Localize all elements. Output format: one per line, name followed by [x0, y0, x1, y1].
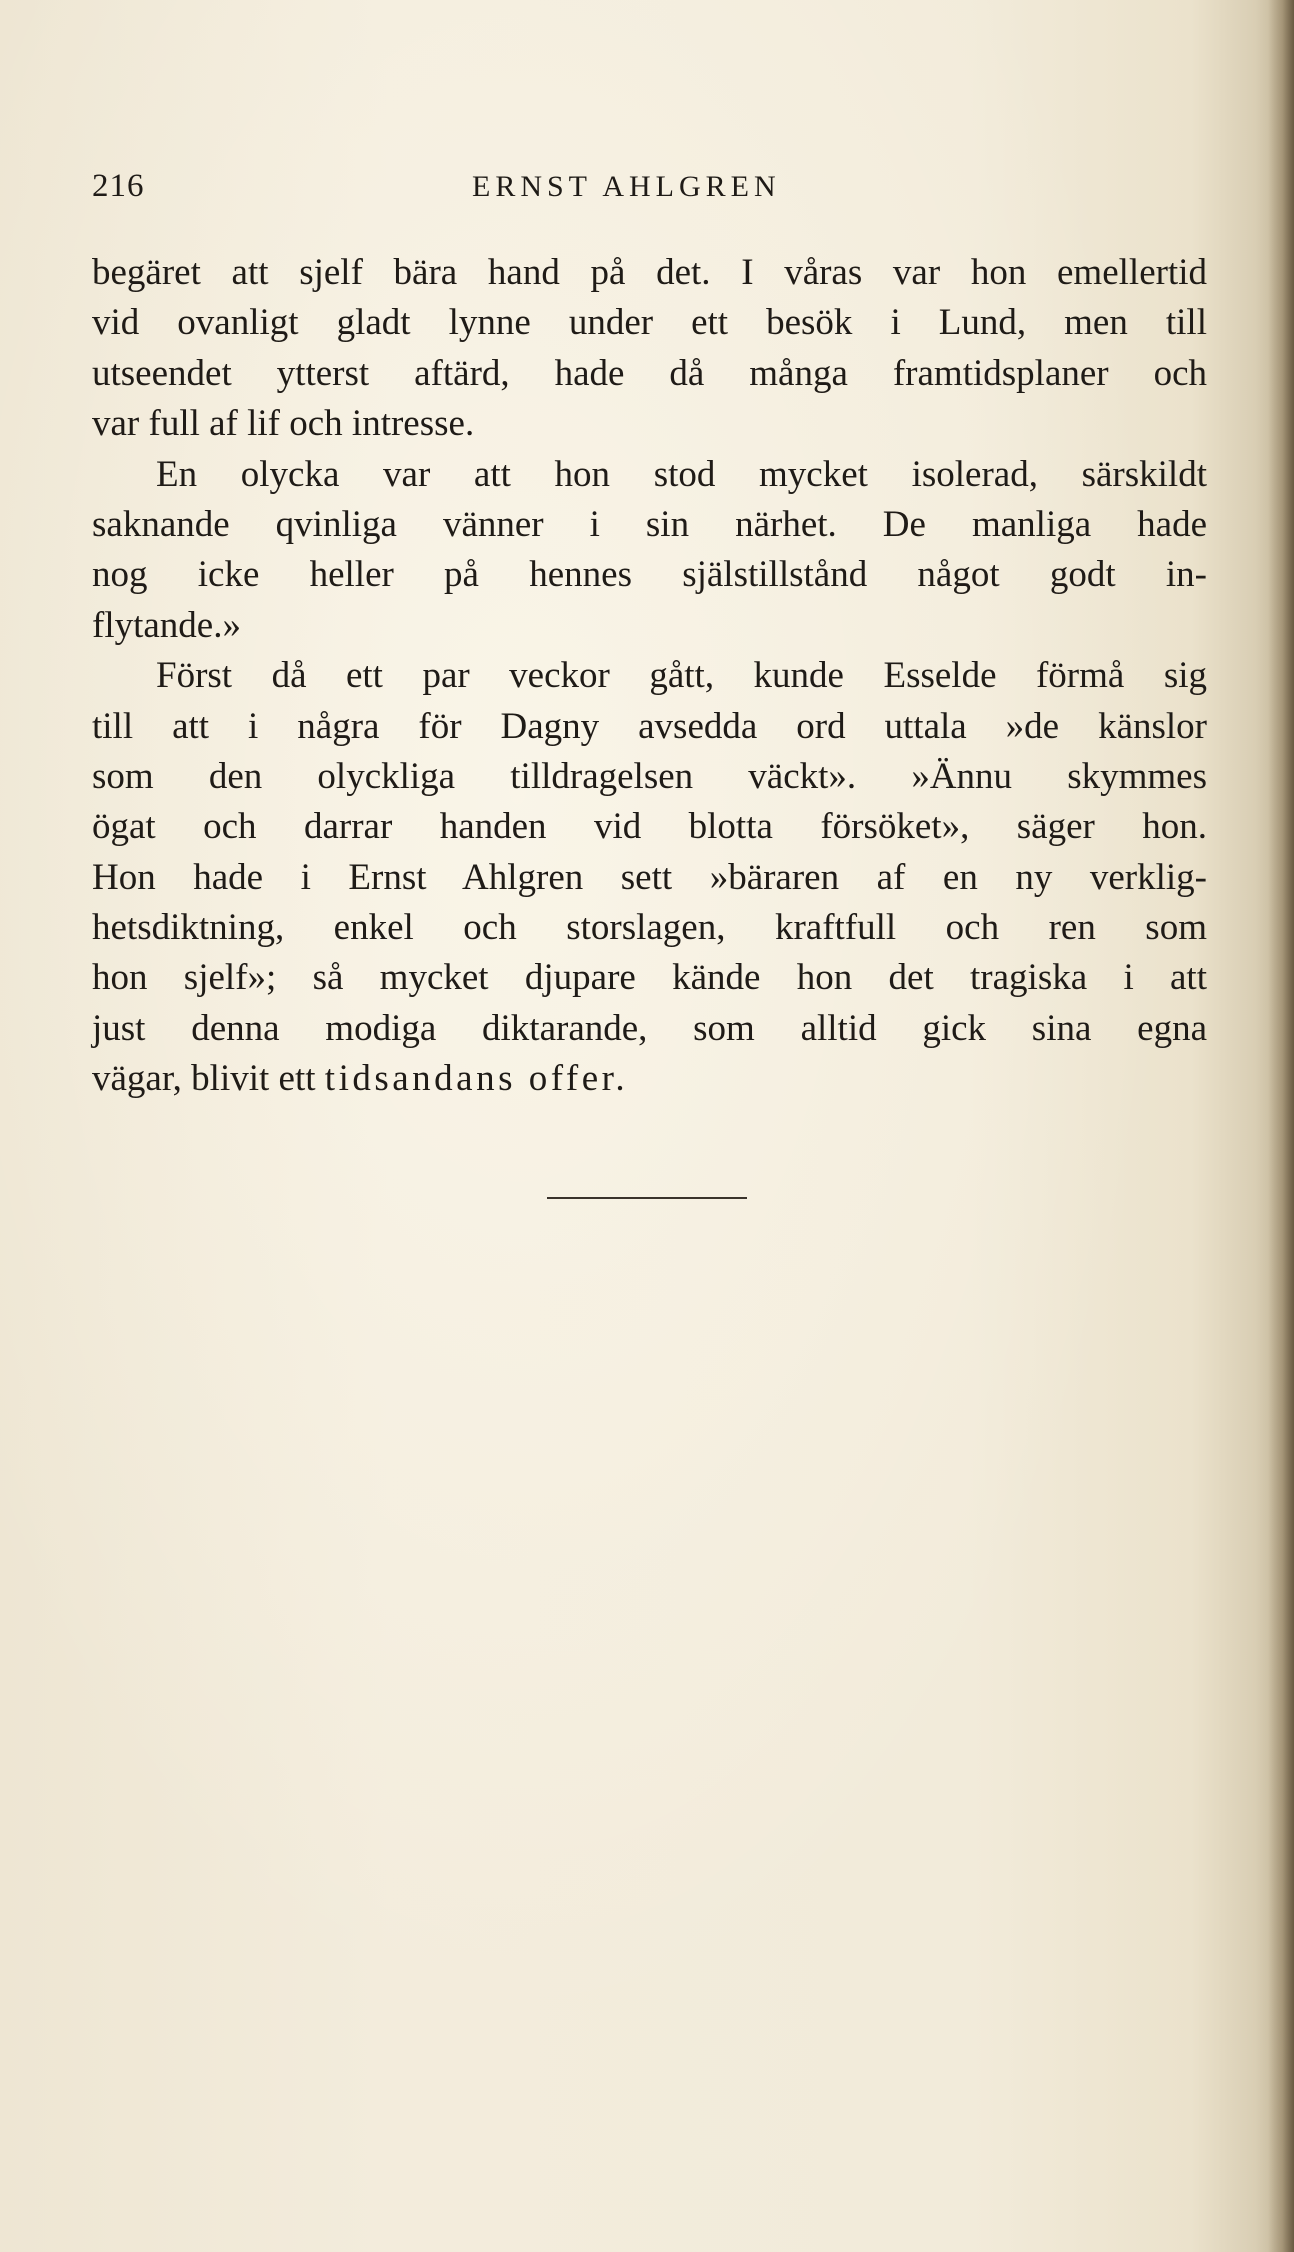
binding-shadow — [1268, 0, 1294, 2252]
emphasized-phrase: tidsandans offer. — [324, 1058, 629, 1100]
text-line: just denna modiga diktarande, som alltid gick sina egna — [92, 1007, 1207, 1049]
chapter-end-rule — [547, 1197, 747, 1199]
text-line: saknande qvinliga vänner i sin närhet. De manliga hade — [92, 503, 1207, 545]
text-line: hetsdiktning, enkel och storslagen, kraftfull och ren som — [92, 907, 1207, 949]
running-head — [92, 168, 1207, 218]
text-line: nog icke heller på hennes själstillstånd något godt in- — [92, 554, 1207, 596]
body-text — [92, 248, 1207, 1105]
text-line: flytande.» — [92, 604, 241, 646]
paragraph-first-line: Först då ett par veckor gått, kunde Esselde förmå sig — [156, 655, 1207, 697]
text-line: begäret att sjelf bära hand på det. I våras var hon emellertid — [92, 252, 1207, 293]
text-line: Hon hade i Ernst Ahlgren sett »bäraren af en ny verklig- — [92, 856, 1207, 898]
paragraph-first-line: En olycka var att hon stod mycket isolerad, särskildt — [156, 453, 1207, 495]
text-line: som den olyckliga tilldragelsen väckt». »Ännu skymmes — [92, 755, 1207, 797]
text-line: utseendet ytterst aftärd, hade då många framtidsplaner och — [92, 352, 1207, 394]
running-title: ERNST AHLGREN — [472, 170, 781, 203]
text-line: var full af lif och intresse. — [92, 403, 475, 445]
text-line: hon sjelf»; så mycket djupare kände hon det tragiska i att — [92, 957, 1207, 999]
text-line: ögat och darrar handen vid blotta försöket», säger hon. — [92, 806, 1207, 848]
page-number: 216 — [92, 168, 145, 204]
text-line: vid ovanligt gladt lynne under ett besök i Lund, men till — [92, 302, 1207, 344]
text-line: till att i några för Dagny avsedda ord uttala »de känslor — [92, 705, 1207, 747]
final-line-text: vägar, blivit ett — [92, 1058, 325, 1100]
final-line — [92, 1054, 1207, 1104]
